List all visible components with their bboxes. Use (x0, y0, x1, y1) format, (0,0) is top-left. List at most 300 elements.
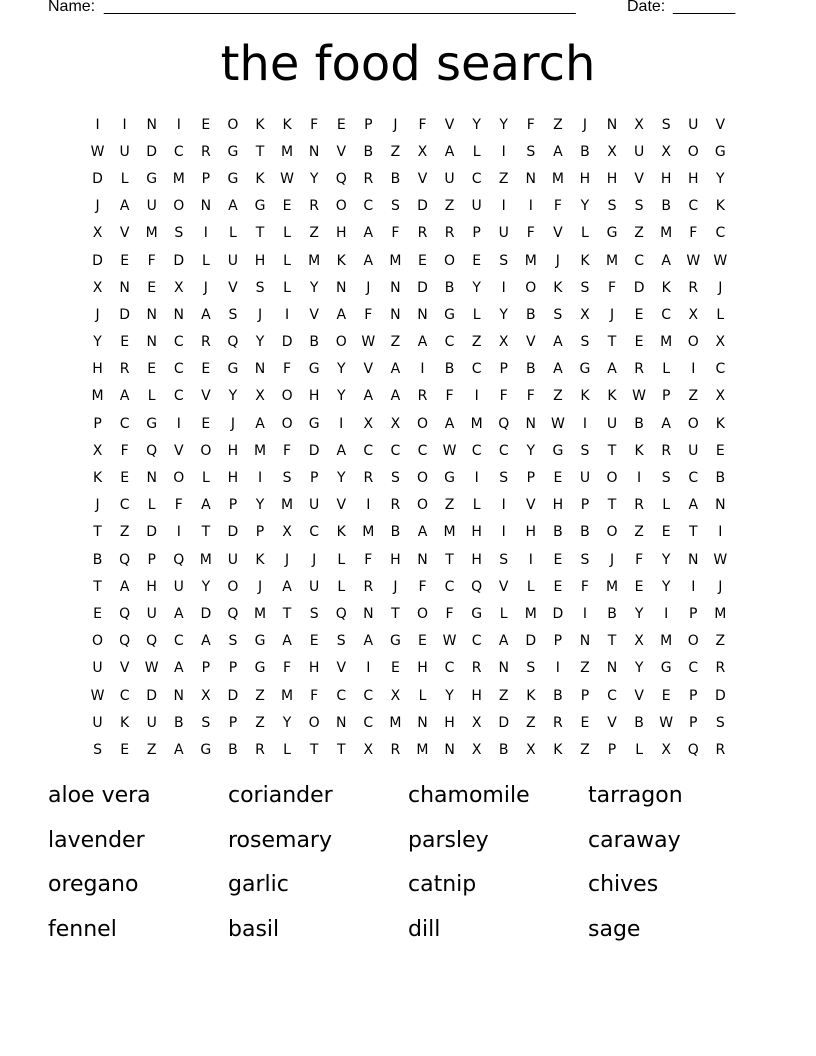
grid-letter: C (444, 660, 455, 677)
grid-letter: U (146, 198, 157, 215)
grid-letter: A (336, 306, 347, 323)
grid-letter: H (471, 524, 482, 541)
grid-letter: Z (390, 143, 401, 160)
grid-letter: N (308, 143, 320, 160)
grid-letter: D (714, 687, 726, 704)
grid-letter: O (687, 334, 699, 351)
grid-letter: L (201, 470, 210, 487)
grid-letter: R (634, 361, 644, 378)
grid-letter: Z (444, 198, 455, 215)
grid-letter: Z (255, 714, 265, 731)
grid-letter: B (634, 714, 644, 731)
word-bank-item: tarragon (588, 783, 683, 808)
grid-letter: N (417, 306, 428, 323)
grid-letter: F (635, 551, 644, 568)
grid-letter: E (120, 334, 130, 351)
grid-row (84, 138, 734, 165)
grid-letter: Y (445, 687, 454, 704)
grid-letter: E (634, 334, 644, 351)
grid-letter: D (417, 279, 428, 296)
grid-letter: R (363, 470, 374, 487)
grid-letter: C (363, 714, 374, 731)
grid-letter: M (416, 741, 429, 758)
page-title: the food search (220, 36, 596, 92)
grid-letter: E (661, 524, 671, 541)
grid-letter: H (227, 470, 239, 487)
grid-letter: E (390, 660, 400, 677)
grid-letter: I (501, 198, 506, 215)
grid-letter: F (553, 198, 562, 215)
grid-letter: D (417, 198, 428, 215)
grid-letter: C (634, 252, 644, 269)
grid-letter: V (119, 660, 130, 677)
grid-letter: N (417, 714, 428, 731)
grid-letter: T (255, 143, 265, 160)
grid-letter: Y (634, 660, 644, 677)
grid-letter: G (552, 442, 564, 459)
grid-letter: R (200, 143, 211, 160)
grid-letter: L (499, 605, 508, 622)
grid-letter: F (391, 225, 400, 242)
grid-row (84, 464, 734, 491)
word-bank-item: rosemary (228, 827, 332, 853)
grid-letter: P (661, 388, 671, 405)
grid-letter: S (201, 714, 211, 731)
grid-letter: N (417, 551, 428, 568)
grid-letter: O (687, 633, 699, 650)
grid-letter: P (228, 497, 238, 514)
grid-letter: L (716, 306, 725, 323)
grid-letter: S (580, 334, 590, 351)
grid-letter: T (93, 578, 102, 595)
grid-letter: M (281, 143, 294, 160)
grid-letter: A (444, 415, 455, 432)
grid-letter: F (689, 225, 698, 242)
grid-letter: O (606, 470, 618, 487)
grid-letter: I (718, 524, 723, 541)
grid-letter: E (580, 714, 590, 731)
grid-letter: N (173, 687, 185, 704)
grid-letter: X (390, 687, 401, 704)
grid-letter: N (444, 741, 455, 758)
grid-letter: Q (471, 578, 483, 595)
grid-letter: X (417, 143, 428, 160)
grid-letter: B (580, 143, 590, 160)
grid-letter: B (607, 605, 617, 622)
grid-letter: G (146, 170, 158, 187)
grid-letter: D (200, 605, 212, 622)
grid-letter: O (173, 470, 185, 487)
grid-letter: I (203, 225, 208, 242)
grid-letter: K (553, 741, 563, 758)
grid-letter: Z (634, 524, 644, 541)
grid-letter: H (390, 551, 401, 568)
grid-letter: P (499, 361, 508, 378)
grid-letter: V (309, 306, 319, 323)
grid-letter: U (173, 578, 184, 595)
grid-letter: O (416, 605, 428, 622)
grid-letter: Z (444, 497, 455, 514)
grid-letter: X (661, 143, 671, 160)
grid-letter: C (336, 687, 347, 704)
grid-letter: C (390, 442, 401, 459)
grid-letter: M (605, 578, 619, 595)
grid-letter: N (363, 605, 374, 622)
grid-letter: I (420, 361, 425, 378)
grid-letter: X (255, 388, 265, 405)
grid-letter: A (417, 334, 428, 351)
grid-letter: R (390, 741, 401, 758)
grid-letter: U (498, 225, 509, 242)
grid-letter: F (445, 388, 454, 405)
grid-letter: W (361, 334, 376, 351)
grid-letter: A (553, 143, 563, 160)
grid-letter: O (525, 279, 537, 296)
grid-letter: A (553, 334, 563, 351)
grid-letter: K (255, 551, 265, 568)
grid-letter: B (173, 714, 184, 731)
grid-letter: Z (525, 714, 536, 731)
grid-letter: N (715, 497, 726, 514)
grid-letter: S (228, 306, 238, 323)
grid-letter: K (634, 442, 644, 459)
grid-letter: J (95, 306, 100, 323)
grid-letter: R (417, 225, 428, 242)
grid-letter: C (688, 660, 699, 677)
grid-letter: L (147, 388, 156, 405)
grid-letter: X (363, 415, 374, 432)
grid-letter: E (634, 578, 644, 595)
grid-letter: B (580, 524, 590, 541)
header-line (0, 0, 816, 20)
grid-letter: F (418, 578, 427, 595)
grid-letter: B (444, 279, 455, 296)
grid-letter: G (227, 170, 239, 187)
grid-letter: E (120, 252, 130, 269)
grid-letter: J (312, 551, 317, 568)
grid-letter: X (173, 279, 184, 296)
grid-letter: O (200, 442, 212, 459)
grid-letter: L (635, 741, 643, 758)
grid-letter: G (606, 225, 618, 242)
grid-letter: Q (335, 605, 347, 622)
grid-letter: C (173, 633, 184, 650)
grid-letter: O (606, 524, 618, 541)
grid-letter: Q (119, 605, 131, 622)
grid-letter: J (555, 252, 560, 269)
grid-letter: E (661, 687, 671, 704)
grid-letter: O (308, 714, 320, 731)
grid-letter: V (173, 442, 184, 459)
grid-letter: O (281, 388, 293, 405)
grid-letter: L (283, 252, 291, 269)
grid-letter: C (444, 334, 455, 351)
grid-letter: P (364, 116, 373, 133)
grid-letter: S (336, 633, 346, 650)
grid-letter: Q (227, 605, 239, 622)
grid-letter: E (634, 306, 644, 323)
grid-letter: A (173, 741, 184, 758)
grid-letter: T (201, 524, 211, 541)
letter-grid (84, 111, 734, 764)
grid-letter: A (363, 388, 374, 405)
grid-letter: M (660, 225, 673, 242)
grid-letter: A (201, 306, 211, 323)
grid-letter: M (714, 605, 727, 622)
grid-letter: S (526, 660, 536, 677)
grid-letter: S (553, 306, 563, 323)
grid-letter: L (662, 361, 671, 378)
grid-letter: R (417, 388, 428, 405)
grid-letter: N (336, 279, 347, 296)
grid-letter: E (309, 633, 319, 650)
grid-letter: T (391, 605, 400, 622)
grid-letter: U (146, 714, 157, 731)
grid-letter: Z (146, 741, 157, 758)
grid-letter: V (526, 334, 536, 351)
grid-letter: P (472, 225, 481, 242)
grid-letter: A (119, 388, 130, 405)
grid-letter: P (255, 524, 265, 541)
grid-letter: B (309, 334, 319, 351)
grid-letter: J (718, 279, 723, 296)
grid-letter: D (552, 605, 564, 622)
grid-letter: M (145, 225, 158, 242)
grid-letter: U (146, 605, 157, 622)
grid-letter: X (688, 306, 699, 323)
grid-letter: N (146, 306, 157, 323)
grid-letter: X (634, 633, 644, 650)
grid-letter: Z (498, 687, 509, 704)
grid-row (84, 492, 734, 519)
grid-letter: V (715, 116, 726, 133)
grid-letter: U (119, 143, 130, 160)
grid-letter: C (688, 470, 699, 487)
grid-letter: R (634, 497, 644, 514)
grid-letter: E (715, 442, 725, 459)
grid-letter: P (228, 714, 238, 731)
grid-letter: U (227, 252, 239, 269)
grid-letter: I (528, 551, 533, 568)
grid-letter: I (582, 415, 588, 432)
grid-letter: C (498, 442, 509, 459)
grid-letter: U (633, 143, 645, 160)
grid-letter: L (283, 741, 291, 758)
grid-letter: T (607, 497, 617, 514)
grid-letter: P (689, 714, 698, 731)
grid-letter: U (92, 714, 103, 731)
grid-letter: F (310, 116, 319, 133)
grid-letter: Y (309, 279, 319, 296)
grid-letter: O (416, 470, 428, 487)
grid-letter: A (363, 633, 374, 650)
grid-letter: T (607, 442, 617, 459)
grid-row (84, 628, 734, 655)
grid-letter: B (498, 741, 509, 758)
grid-letter: Y (228, 388, 238, 405)
grid-letter: P (580, 497, 590, 514)
grid-letter: W (632, 388, 647, 405)
grid-letter: B (228, 741, 238, 758)
grid-row (84, 736, 734, 763)
grid-letter: S (174, 225, 184, 242)
grid-letter: V (444, 116, 455, 133)
grid-letter: N (606, 116, 618, 133)
date-label: Date: (627, 0, 666, 15)
grid-letter: A (417, 524, 428, 541)
word-bank-item: aloe vera (48, 783, 151, 808)
grid-letter: X (634, 116, 644, 133)
grid-letter: H (606, 170, 618, 187)
grid-letter: F (174, 497, 183, 514)
grid-letter: S (580, 279, 590, 296)
grid-letter: U (606, 415, 618, 432)
grid-letter: C (715, 361, 726, 378)
grid-letter: K (715, 415, 725, 432)
grid-letter: H (687, 170, 699, 187)
grid-letter: R (200, 334, 211, 351)
grid-letter: X (390, 415, 401, 432)
grid-letter: U (227, 551, 239, 568)
grid-letter: R (363, 170, 374, 187)
grid-letter: M (199, 551, 212, 568)
grid-letter: E (93, 605, 102, 622)
grid-letter: H (660, 170, 672, 187)
grid-letter: E (147, 279, 157, 296)
grid-letter: I (122, 116, 127, 133)
grid-letter: S (282, 470, 292, 487)
grid-letter: E (120, 470, 130, 487)
grid-letter: B (92, 551, 103, 568)
grid-letter: F (607, 279, 617, 296)
word-bank-item: caraway (588, 827, 681, 853)
grid-letter: C (444, 578, 455, 595)
grid-letter: J (257, 578, 263, 595)
grid-letter: D (308, 442, 320, 459)
grid-letter: C (363, 442, 374, 459)
grid-letter: E (147, 361, 157, 378)
grid-letter: Y (309, 170, 319, 187)
grid-letter: K (255, 170, 265, 187)
grid-row (84, 546, 734, 573)
grid-letter: Q (227, 334, 239, 351)
grid-letter: U (579, 470, 591, 487)
grid-letter: P (147, 551, 156, 568)
grid-letter: C (363, 687, 374, 704)
grid-letter: V (228, 279, 238, 296)
grid-letter: Y (201, 578, 211, 595)
word-bank-item: parsley (408, 827, 489, 853)
grid-letter: X (525, 741, 536, 758)
grid-letter: U (688, 116, 699, 133)
grid-letter: U (309, 497, 320, 514)
grid-letter: G (471, 605, 483, 622)
grid-letter: K (661, 279, 671, 296)
grid-letter: Y (580, 198, 590, 215)
grid-letter: B (390, 170, 401, 187)
grid-row (84, 111, 734, 138)
grid-letter: W (686, 252, 701, 269)
grid-letter: G (254, 633, 266, 650)
grid-letter: V (201, 388, 211, 405)
grid-letter: L (472, 306, 481, 323)
name-label: Name: (48, 0, 96, 15)
grid-letter: C (173, 143, 184, 160)
grid-letter: I (664, 605, 669, 622)
grid-letter: D (525, 633, 537, 650)
grid-letter: C (363, 198, 374, 215)
grid-letter: W (659, 714, 674, 731)
grid-letter: V (417, 170, 428, 187)
grid-letter: I (691, 361, 696, 378)
grid-letter: N (688, 551, 699, 568)
grid-letter: F (580, 578, 589, 595)
grid-letter: C (119, 415, 130, 432)
word-bank-item: fennel (48, 916, 117, 942)
grid-letter: S (661, 470, 671, 487)
grid-letter: L (229, 225, 237, 242)
grid-letter: T (282, 605, 292, 622)
grid-letter: K (607, 388, 617, 405)
word-bank-item: chives (588, 872, 659, 897)
grid-letter: J (285, 551, 290, 568)
grid-letter: O (416, 415, 428, 432)
grid-letter: N (390, 279, 401, 296)
grid-letter: I (95, 116, 100, 133)
grid-letter: E (120, 741, 130, 758)
grid-letter: S (93, 741, 102, 758)
grid-letter: S (390, 198, 400, 215)
grid-letter: B (390, 524, 401, 541)
grid-letter: H (335, 225, 347, 242)
grid-letter: S (661, 116, 671, 133)
grid-letter: H (146, 578, 157, 595)
grid-letter: O (687, 415, 699, 432)
grid-letter: K (580, 252, 590, 269)
grid-row (84, 383, 734, 410)
grid-letter: M (281, 687, 294, 704)
grid-letter: X (471, 741, 482, 758)
grid-letter: V (526, 497, 536, 514)
grid-letter: U (444, 170, 455, 187)
grid-letter: E (336, 116, 346, 133)
grid-letter: Y (634, 605, 644, 622)
grid-letter: S (607, 198, 617, 215)
grid-letter: P (228, 660, 238, 677)
grid-letter: C (119, 497, 130, 514)
grid-letter: J (95, 198, 100, 215)
grid-letter: P (607, 741, 617, 758)
grid-row (84, 410, 734, 437)
grid-letter: S (499, 252, 509, 269)
grid-letter: N (498, 660, 509, 677)
grid-row (84, 573, 734, 600)
grid-letter: Z (715, 633, 726, 650)
grid-letter: C (661, 306, 672, 323)
grid-letter: Q (335, 170, 347, 187)
grid-letter: K (336, 524, 346, 541)
grid-letter: O (335, 334, 347, 351)
grid-letter: L (147, 497, 156, 514)
grid-letter: X (715, 388, 726, 405)
grid-letter: A (173, 605, 184, 622)
grid-letter: I (176, 415, 181, 432)
grid-letter: V (336, 660, 347, 677)
grid-letter: C (471, 170, 482, 187)
grid-letter: X (715, 334, 726, 351)
grid-letter: S (499, 470, 509, 487)
grid-letter: I (501, 143, 506, 160)
